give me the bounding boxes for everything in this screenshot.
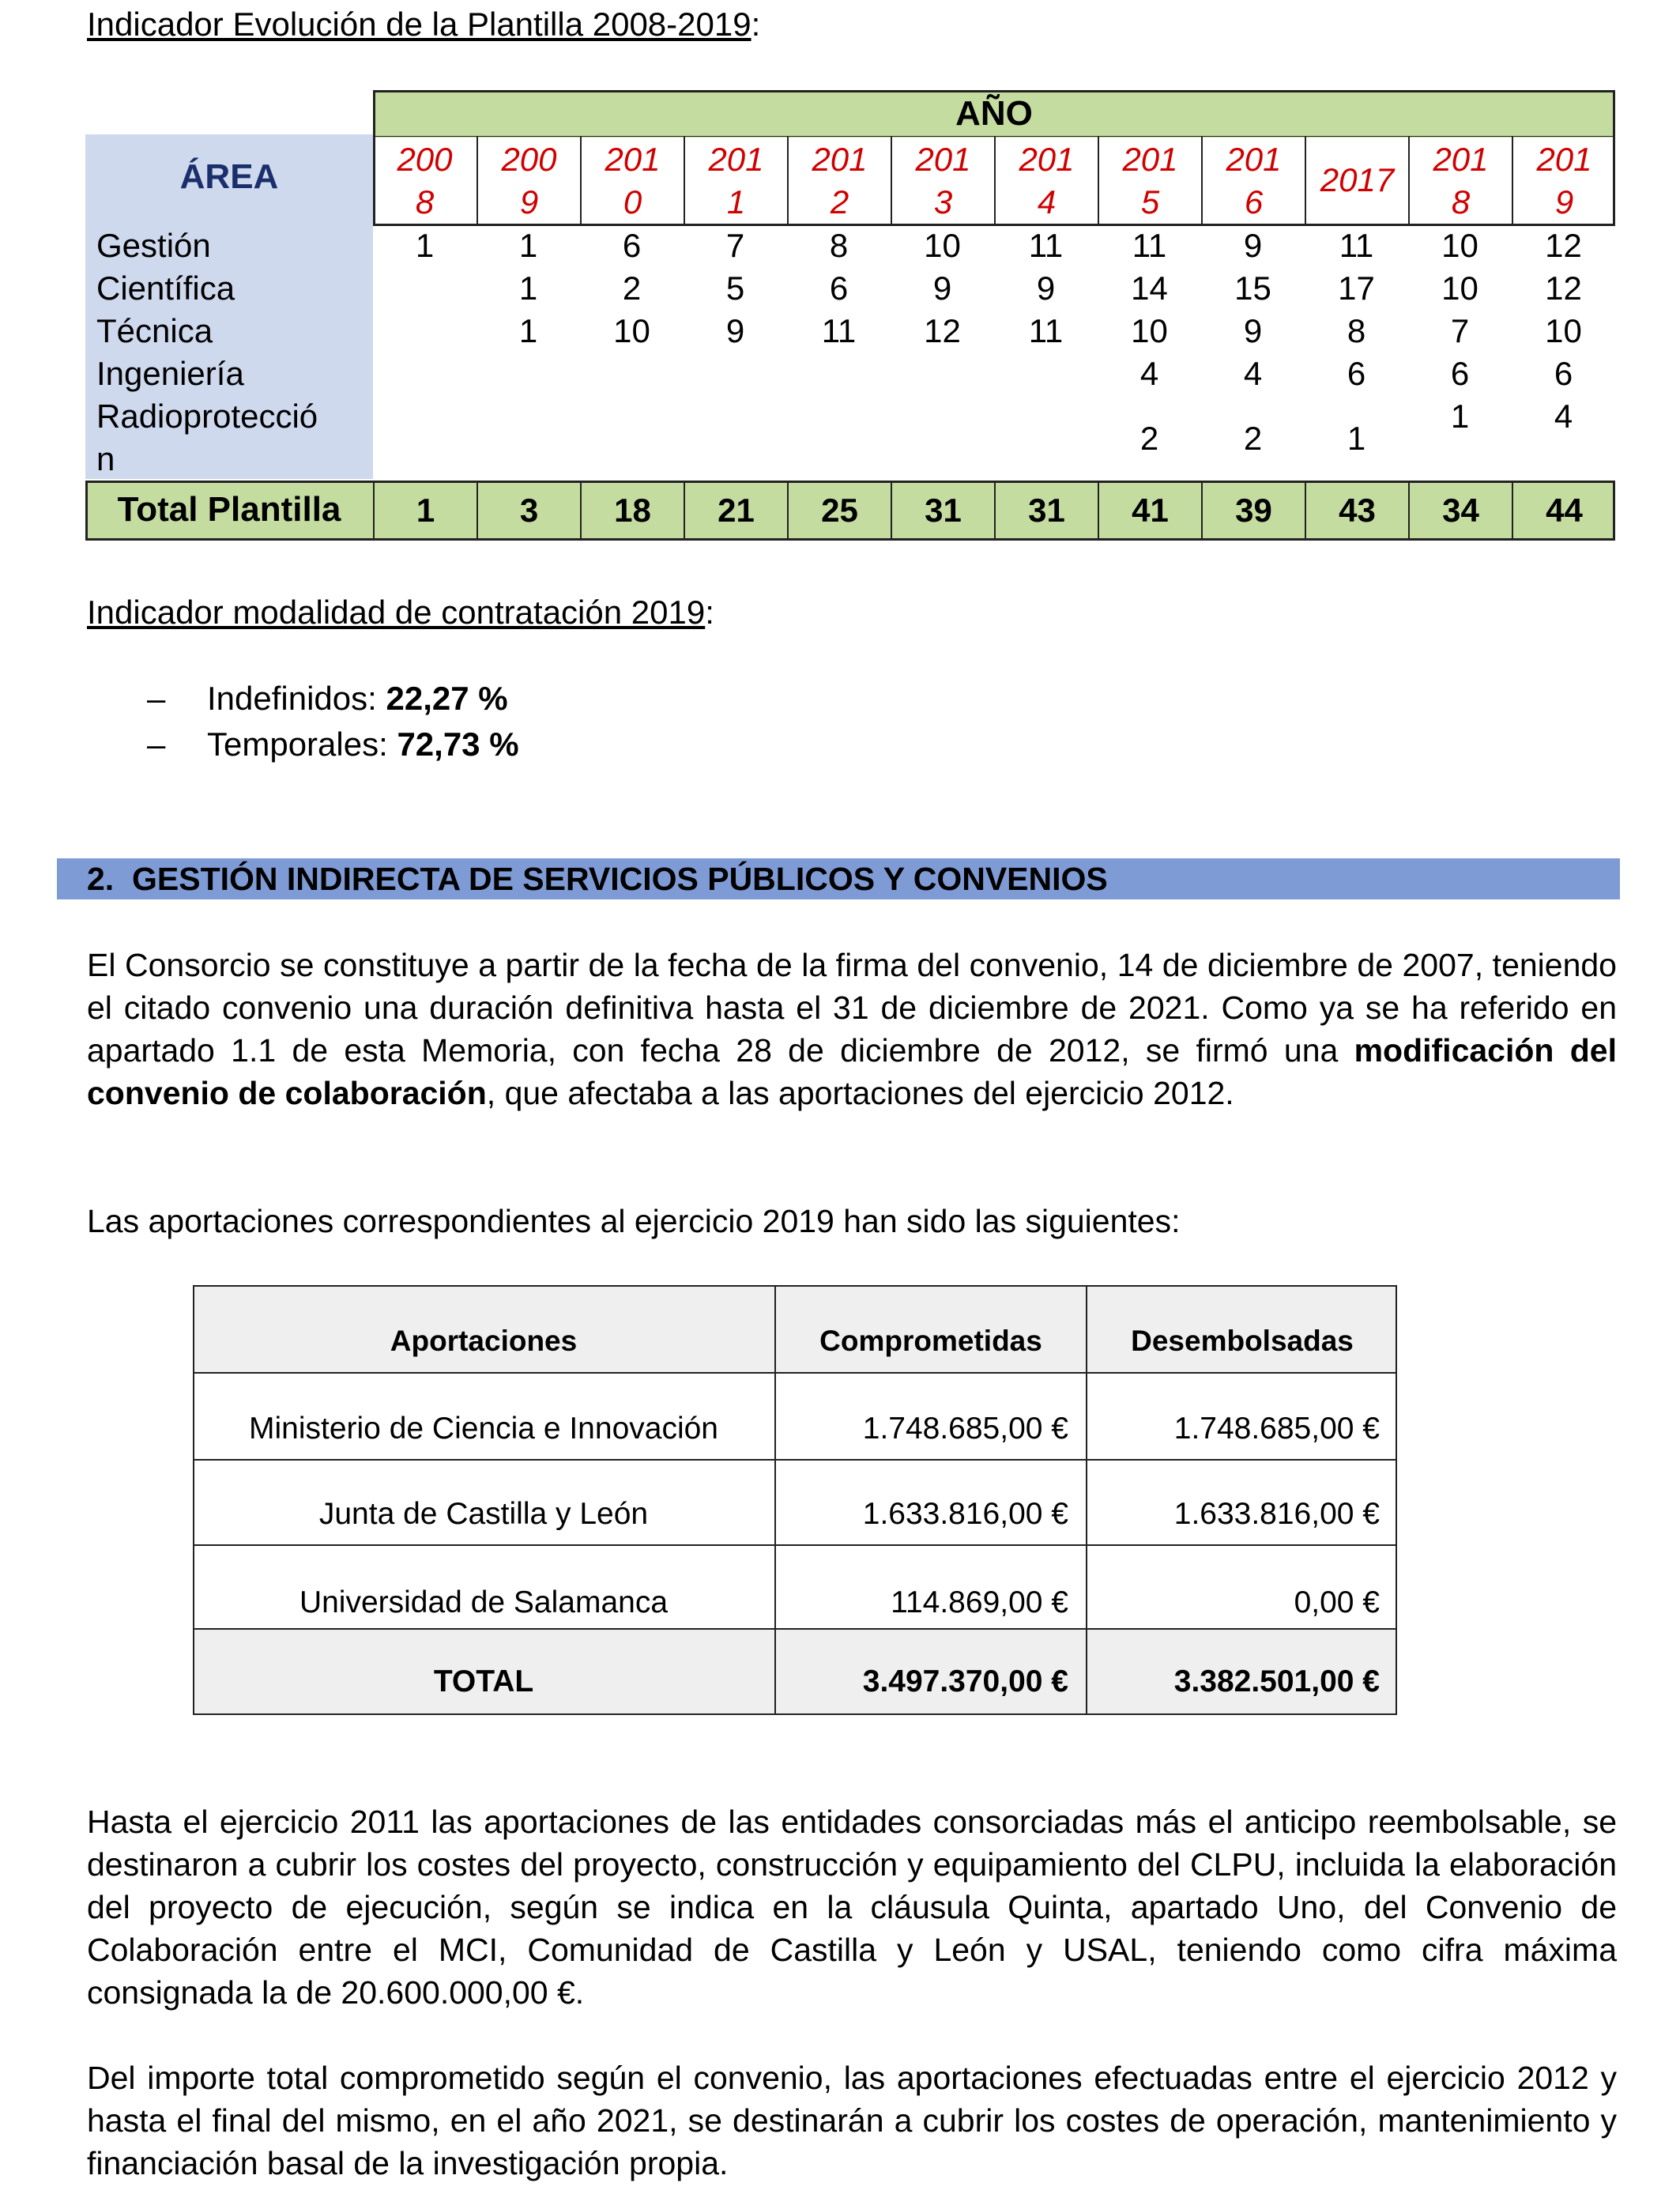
year-label-bottom: 6: [1244, 183, 1264, 221]
year-cell: [373, 136, 477, 226]
aport-row-comprometidas: 1.748.685,00 €: [862, 1412, 1068, 1446]
paragraph-hasta-2011: Hasta el ejercicio 2011 las aportaciones de las entidades consorciadas más el anticipo reembolsable, se destinaron a cubrir los costes del proyecto, construcción y equipamiento del CLPU, incluida la elaboración del proyecto de ejecución, según se indica en la cláusula Quinta, apartado Uno, del Convenio de Colaboración entre el MCI, Comunidad de Castilla y León y USAL, teniendo como cifra máxima consignada la de 20.600.000,00 €.: [87, 1804, 1617, 2011]
section-title: GESTIÓN INDIRECTA DE SERVICIOS PÚBLICOS Y CONVENIOS: [132, 861, 1108, 897]
year-label-bottom: 3: [933, 183, 953, 221]
aport-total-name: TOTAL: [433, 1664, 534, 1698]
paragraph-importe-total: Del importe total comprometido según el convenio, las aportaciones efectuadas entre el ejercicio 2012 y hasta el final del mismo, en el año 2021, se destinarán a cubrir los costes de operación, mantenimiento y financiación basal de la investigación propia.: [87, 2060, 1617, 2181]
total-value: 18: [580, 481, 684, 541]
staff-value: 10: [1131, 312, 1168, 349]
row-label: Técnica: [96, 312, 213, 349]
staff-value: 14: [1131, 270, 1168, 307]
year-cell: [1408, 136, 1512, 226]
contract-temporales-text: [207, 722, 519, 767]
staff-value: 1: [1347, 420, 1366, 457]
aport-header-desembolsadas: Desembolsadas: [1131, 1325, 1354, 1357]
year-label-top: 201: [1226, 141, 1282, 178]
aport-row-desembolsadas: 0,00 €: [1294, 1585, 1380, 1619]
indicator-title-contratacion: [87, 591, 714, 634]
staff-value: 8: [1347, 312, 1366, 349]
indicator-title-colon: :: [751, 6, 761, 43]
paragraph-convenio-bold: modificación del convenio de colaboración: [87, 1032, 1617, 1111]
indicator-title-text: Indicador Evolución de la Plantilla 2008-2019: [87, 6, 751, 43]
year-cell: [1512, 136, 1615, 226]
indicator2-title-colon: :: [705, 594, 714, 631]
year-label-top: 200: [397, 141, 453, 178]
staff-value: 11: [1028, 227, 1064, 264]
row-label: Ingeniería: [96, 355, 244, 392]
year-label-top: 201: [812, 141, 868, 178]
indicator2-title-text: Indicador modalidad de contratación 2019: [87, 594, 706, 631]
paragraph-convenio-start: El Consorcio se constituye a partir de la fecha de la firma del convenio, 14 de diciembre de 2007, teniendo el citado convenio una duración definitiva hasta el 31 de diciembre de 2021. Como ya se ha referido en apartado 1.1 de esta Memoria, con fecha 28 de diciembre de 2012, se firmó una: [87, 947, 1617, 1069]
year-cell: [1305, 136, 1408, 226]
staff-value: 5: [725, 270, 745, 307]
aport-row-comprometidas: 114.869,00 €: [891, 1585, 1068, 1619]
total-value: 25: [787, 481, 891, 541]
year-header: AÑO: [955, 94, 1033, 133]
contract-value: 22,27 %: [386, 680, 508, 717]
aport-total-comprometidas: 3.497.370,00 €: [862, 1664, 1068, 1698]
aport-row-divider: [193, 1628, 1397, 1630]
year-label-bottom: 5: [1140, 183, 1160, 221]
staff-value: 10: [1441, 227, 1478, 264]
row-label: Gestión: [96, 227, 211, 264]
year-label-top: 201: [708, 141, 764, 178]
staff-value: 2: [1139, 420, 1159, 457]
contract-item-temporales: [147, 722, 165, 767]
staff-value: 9: [1036, 270, 1056, 307]
staff-value: 10: [924, 227, 961, 264]
total-value: 21: [684, 481, 787, 541]
year-label-top: 201: [1122, 141, 1178, 178]
staff-value: 6: [829, 270, 849, 307]
staff-value: 10: [1545, 312, 1582, 349]
total-value: 34: [1408, 481, 1512, 541]
aport-row-desembolsadas: 1.633.816,00 €: [1173, 1497, 1380, 1531]
total-value: 44: [1512, 481, 1615, 541]
staff-value: 6: [1554, 355, 1573, 392]
year-cell: [787, 136, 891, 226]
staff-value: 12: [1545, 270, 1582, 307]
year-label-top: 201: [915, 141, 971, 178]
aport-header-aportaciones: Aportaciones: [390, 1325, 578, 1357]
staff-value: 9: [1243, 227, 1263, 264]
staff-value: 12: [1545, 227, 1582, 264]
year-label-top: 201: [1019, 141, 1075, 178]
year-label-bottom: 8: [415, 183, 435, 221]
aport-total-desembolsadas: 3.382.501,00 €: [1173, 1664, 1380, 1698]
aport-row-divider: [193, 1544, 1397, 1546]
paragraph-aportaciones-intro: Las aportaciones correspondientes al ejercicio 2019 han sido las siguientes:: [87, 1203, 1181, 1239]
staff-value: 1: [415, 227, 435, 264]
dash-icon: –: [147, 680, 166, 717]
total-value: 3: [477, 481, 580, 541]
staff-value: 9: [932, 270, 952, 307]
staff-value: 12: [924, 312, 961, 349]
contract-item-indefinidos: [147, 677, 165, 721]
area-header: ÁREA: [179, 157, 279, 196]
year-label-bottom: 8: [1451, 183, 1471, 221]
year-label-top: 201: [1433, 141, 1489, 178]
staff-value: 1: [518, 312, 538, 349]
year-label-top: 200: [501, 141, 557, 178]
year-label-top: 201: [1536, 141, 1592, 178]
year-label-bottom: 1: [726, 183, 746, 221]
staff-value: 4: [1243, 355, 1263, 392]
staff-value: 7: [1450, 312, 1470, 349]
paragraph-convenio: [87, 944, 1617, 1114]
staff-value: 1: [1450, 398, 1470, 435]
staff-value: 6: [622, 227, 642, 264]
staff-value: 2: [1243, 420, 1263, 457]
staff-value: 17: [1338, 270, 1375, 307]
aport-row-name: Universidad de Salamanca: [299, 1585, 669, 1619]
staff-value: 4: [1554, 398, 1573, 435]
total-value: 31: [891, 481, 994, 541]
staff-value: 1: [518, 227, 538, 264]
paragraph-convenio-end: , que afectaba a las aportaciones del ejercicio 2012.: [486, 1075, 1234, 1111]
staff-value: 4: [1139, 355, 1159, 392]
staff-value: 11: [1339, 227, 1374, 264]
staff-value: 15: [1234, 270, 1271, 307]
staff-value: 1: [518, 270, 538, 307]
aport-row-divider: [193, 1372, 1397, 1374]
year-cell: [684, 136, 787, 226]
dash-icon: –: [147, 726, 166, 763]
total-value: 31: [994, 481, 1098, 541]
year-cell: [891, 136, 994, 226]
year-cell: [994, 136, 1098, 226]
contract-value: 72,73 %: [397, 726, 519, 763]
row-label-continued: n: [96, 440, 115, 477]
contract-label: Indefinidos:: [207, 680, 386, 717]
total-value: 39: [1201, 481, 1305, 541]
staff-value: 11: [1028, 312, 1064, 349]
year-cell: [477, 136, 580, 226]
staff-evolution-table: [0, 0, 1680, 553]
aport-row-name: Junta de Castilla y León: [318, 1497, 649, 1531]
aport-row-comprometidas: 1.633.816,00 €: [862, 1497, 1068, 1531]
aport-row-divider: [193, 1459, 1397, 1461]
contract-indefinidos-text: [207, 677, 508, 721]
year-label-top: 201: [605, 141, 661, 178]
year-label: 2017: [1320, 161, 1395, 198]
year-label-bottom: 0: [623, 183, 642, 221]
row-label: Científica: [96, 270, 235, 307]
year-cell: [1201, 136, 1305, 226]
year-label-bottom: 9: [1554, 183, 1574, 221]
row-label: Radioprotecció: [96, 398, 318, 435]
staff-value: 8: [829, 227, 849, 264]
year-label-bottom: 9: [519, 183, 539, 221]
year-cell: [580, 136, 684, 226]
staff-value: 11: [1132, 227, 1167, 264]
staff-value: 9: [1243, 312, 1263, 349]
section-number: 2.: [87, 861, 115, 897]
total-value: 43: [1305, 481, 1408, 541]
total-value: 41: [1098, 481, 1201, 541]
staff-value: 9: [725, 312, 745, 349]
staff-value: 11: [821, 312, 857, 349]
aport-row-desembolsadas: 1.748.685,00 €: [1173, 1412, 1380, 1446]
aport-header-comprometidas: Comprometidas: [819, 1325, 1042, 1357]
total-row-label: Total Plantilla: [117, 490, 341, 529]
contract-label: Temporales:: [207, 726, 397, 763]
staff-value: 2: [622, 270, 642, 307]
year-label-bottom: 4: [1037, 183, 1057, 221]
total-value: 1: [373, 481, 477, 541]
staff-value: 6: [1347, 355, 1366, 392]
staff-value: 10: [613, 312, 650, 349]
staff-value: 6: [1450, 355, 1470, 392]
year-label-bottom: 2: [830, 183, 849, 221]
aport-row-name: Ministerio de Ciencia e Innovación: [249, 1412, 718, 1446]
staff-value: 7: [725, 227, 745, 264]
section-heading: [87, 858, 1108, 899]
year-cell: [1098, 136, 1201, 226]
staff-value: 10: [1441, 270, 1478, 307]
